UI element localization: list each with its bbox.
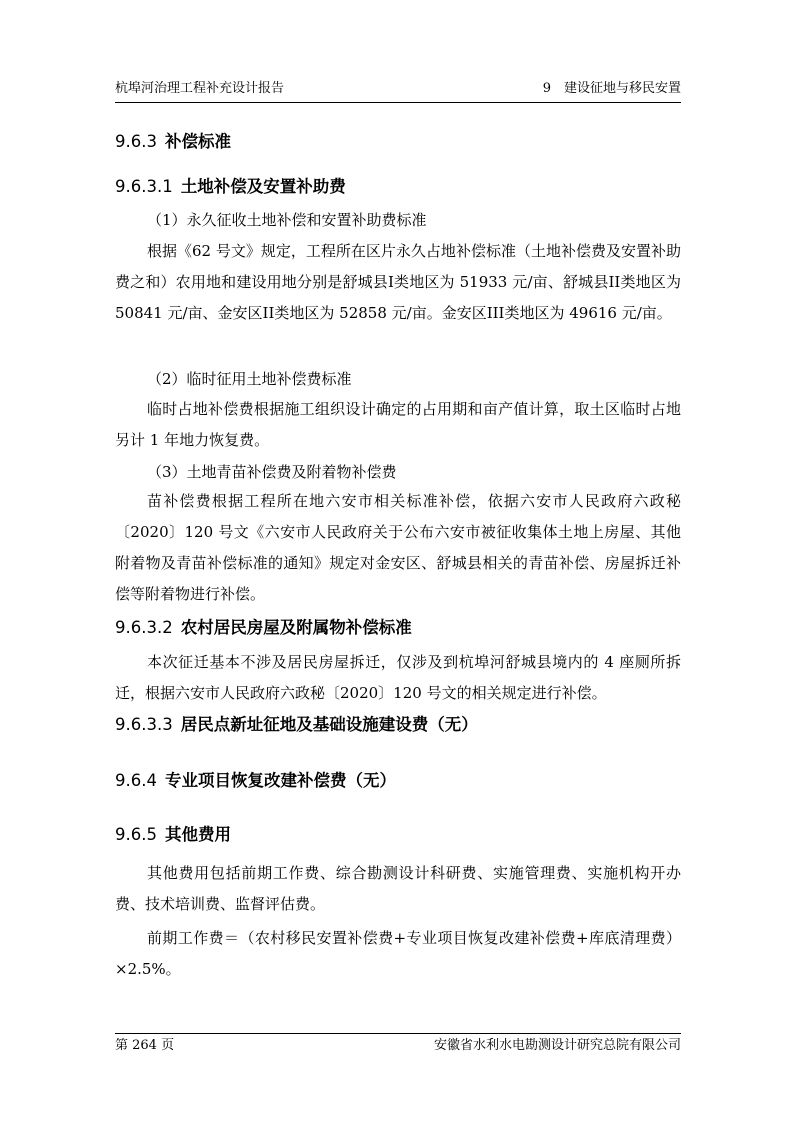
footer-organization: 安徽省水利水电勘测设计研究总院有限公司 (433, 1038, 681, 1053)
heading-9-6-3-2 (115, 617, 681, 639)
subheading-permanent-land: （1）永久征收土地补偿和安置补助费标准 (147, 211, 427, 229)
heading-title: 其他费用 (164, 825, 231, 844)
heading-title: 土地补偿及安置补助费 (180, 177, 346, 196)
paragraph-temporary-land: 临时占地补偿费根据施工组织设计确定的占用期和亩产值计算，取土区临时占地另计 1 年地力恢复费。 (115, 400, 681, 449)
paragraph-rural-housing: 本次征迁基本不涉及居民房屋拆迁，仅涉及到杭埠河舒城县境内的 4 座厕所拆迁，根据六安市人民政府六政秘〔2020〕120 号文的相关规定进行补偿。 (115, 653, 681, 702)
heading-9-6-3 (115, 131, 681, 153)
heading-title: 农村居民房屋及附属物补偿标准 (180, 618, 412, 637)
heading-title: 居民点新址征地及基础设施建设费（无） (180, 715, 478, 734)
heading-number: 9.6.5 (115, 825, 157, 844)
heading-number: 9.6.3.1 (115, 177, 173, 196)
heading-9-6-3-1 (115, 176, 681, 198)
heading-number: 9.6.3 (115, 132, 157, 151)
header-chapter-title: 9 建设征地与移民安置 (542, 81, 681, 96)
paragraph-preliminary-cost-formula: 前期工作费＝（农村移民安置补偿费+专业项目恢复改建补偿费+库底清理费）×2.5%。 (115, 929, 681, 978)
heading-9-6-3-3 (115, 714, 681, 736)
heading-9-6-4 (115, 770, 681, 792)
paragraph-other-costs: 其他费用包括前期工作费、综合勘测设计科研费、实施管理费、实施机构开办费、技术培训费、监督评估费。 (115, 864, 681, 913)
subheading-temporary-land: （2）临时征用土地补偿费标准 (147, 370, 352, 388)
header-document-title: 杭埠河治理工程补充设计报告 (115, 81, 285, 96)
heading-number: 9.6.3.3 (115, 715, 173, 734)
heading-number: 9.6.4 (115, 771, 157, 790)
page-header (115, 80, 681, 103)
heading-title: 专业项目恢复改建补偿费（无） (164, 771, 396, 790)
heading-title: 补偿标准 (164, 132, 231, 151)
paragraph-permanent-land: 根据《62 号文》规定，工程所在区片永久占地补偿标准（土地补偿费及安置补助费之和）农用地和建设用地分别是舒城县I类地区为 51933 元/亩、舒城县II类地区为 50841 元/亩、金安区II类地区为 52858 元/亩。金安区III类地区为 49616 元/亩。 (115, 242, 681, 322)
heading-number: 9.6.3.2 (115, 618, 173, 637)
page-number: 第 264 页 (115, 1038, 175, 1053)
heading-9-6-5 (115, 824, 681, 846)
subheading-crops-attachments: （3）土地青苗补偿费及附着物补偿费 (147, 463, 397, 481)
page-footer (115, 1033, 681, 1055)
paragraph-crops-attachments: 苗补偿费根据工程所在地六安市相关标准补偿，依据六安市人民政府六政秘〔2020〕120 号文《六安市人民政府关于公布六安市被征收集体土地上房屋、其他附着物及青苗补偿标准的通知》规定对金安区、舒城县相关的青苗补偿、房屋拆迁补偿等附着物进行补偿。 (115, 492, 681, 603)
